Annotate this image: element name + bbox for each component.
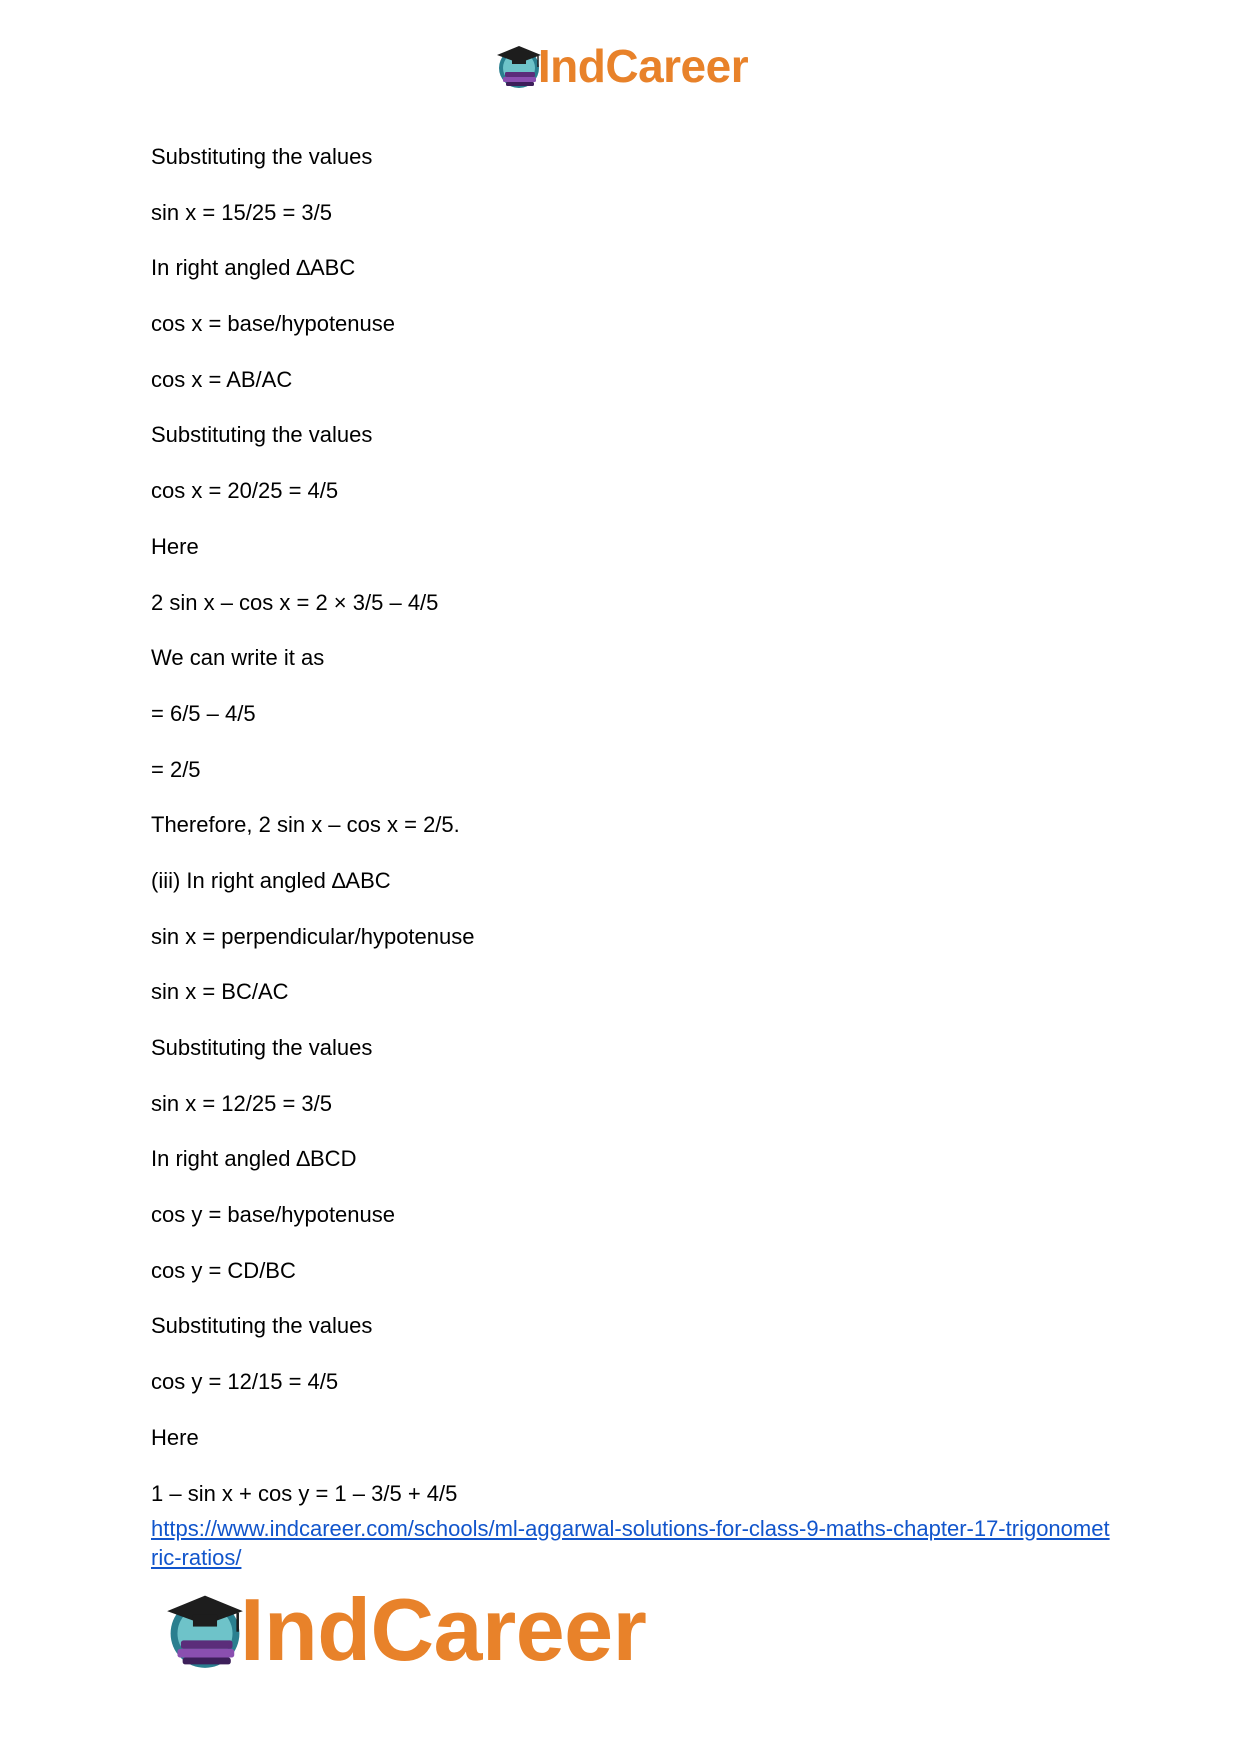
text-line: Substituting the values — [151, 422, 373, 448]
text-line: 1 – sin x + cos y = 1 – 3/5 + 4/5 — [151, 1480, 458, 1506]
text-line: cos x = AB/AC — [151, 366, 293, 392]
indcareer-logo[interactable] — [494, 40, 748, 92]
text-line: Substituting the values — [151, 1035, 373, 1060]
text-line: Here — [151, 533, 199, 559]
text-line: (iii) In right angled ∆ABC — [151, 867, 391, 893]
brand-name: IndCareer — [537, 40, 749, 92]
text-line: Therefore, 2 sin x – cos x = 2/5. — [151, 812, 460, 838]
footer-logo — [162, 1582, 646, 1678]
text-line: cos x = 20/25 = 4/5 — [151, 478, 339, 504]
text-line: Substituting the values — [151, 144, 373, 169]
text-line: = 6/5 – 4/5 — [151, 700, 256, 726]
text-line: In right angled ∆BCD — [151, 1146, 357, 1172]
brand-name: IndCareer — [240, 1580, 647, 1679]
text-line: cos x = base/hypotenuse — [151, 311, 395, 337]
solution-text — [151, 143, 1111, 1535]
source-link[interactable]: https://www.indcareer.com/schools/ml-aggarwal-solutions-for-class-9-maths-chapter-17-trigonometric-ratios/ — [151, 1516, 1110, 1570]
text-line: We can write it as — [151, 645, 325, 671]
text-line: = 2/5 — [151, 756, 201, 782]
text-line: sin x = perpendicular/hypotenuse — [151, 923, 475, 949]
graduation-cap-books-globe-icon — [162, 1587, 248, 1673]
text-line: sin x = BC/AC — [151, 979, 289, 1005]
indcareer-logo-large[interactable] — [162, 1582, 646, 1678]
text-line: cos y = base/hypotenuse — [151, 1202, 395, 1228]
header-logo — [0, 40, 1242, 92]
text-line: cos y = CD/BC — [151, 1257, 296, 1283]
text-line: sin x = 15/25 = 3/5 — [151, 199, 333, 225]
text-line: Substituting the values — [151, 1313, 373, 1339]
text-line: cos y = 12/15 = 4/5 — [151, 1369, 339, 1395]
graduation-cap-books-globe-icon — [494, 41, 544, 91]
text-line: In right angled ∆ABC — [151, 255, 356, 281]
text-line: Here — [151, 1424, 199, 1450]
text-line: 2 sin x – cos x = 2 × 3/5 – 4/5 — [151, 589, 439, 615]
text-line: sin x = 12/25 = 3/5 — [151, 1090, 333, 1116]
